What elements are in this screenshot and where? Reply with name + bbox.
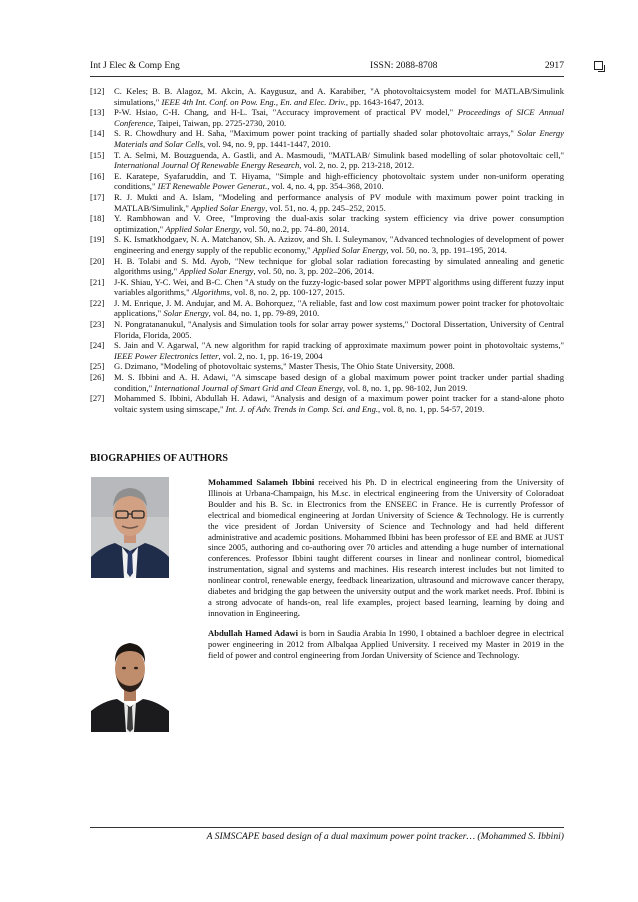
journal-name: Int J Elec & Comp Eng [90, 60, 180, 71]
reference-item: [13] P-W. Hsiao, C-H. Chang, and H-L. Tsai, "Accuracy improvement of practical PV model," Proceedings of SICE Annual Conference, Taipei, Taiwan, pp. 2725-2730, 2010. [90, 107, 564, 128]
author-name: Mohammed Salameh Ibbini [208, 477, 315, 487]
reference-item: [17] R. J. Mukti and A. Islam, "Modeling and performance analysis of PV module with maximum power point tracking in MATLAB/Simulink," Applied Solar Energy, vol. 51, no. 4, pp. 245–252, 2015. [90, 191, 564, 213]
reference-item: [23] N. Pongratananukul, "Analysis and Simulation tools for solar array power systems," Doctoral Dissertation, University of Central Florida, Florida, 2005. [90, 319, 564, 340]
running-footer: A SIMSCAPE based design of a dual maximum power point tracker… (Mohammed S. Ibbini) [206, 831, 564, 842]
reference-item: [22] J. M. Enrique, J. M. Andujar, and M. A. Bohorquez, "A reliable, fast and low cost maximum power point tracker for photovoltaic applications," Solar Energy, vol. 84, no. 1, pp. 79-89, 2010. [90, 297, 564, 319]
author-bio: Mohammed Salameh Ibbini received his Ph. D in electrical engineering from the University of Illinois at Urbana-Champaign, his M.sc. in electrical engineering from the University of Coloradoat Boulder and his B. Sc. in Electronics from the ENSEEC in France. He is currently Professor of electrical and biomedical engineering at Jordan University of Science & Technology. He is currently the vice president of Jordan University of Science and Technology and had held different administrative and academic positions. Mohammed Ibbini has been professor of EE and BME at JUST since 2005, authoring and co-authoring over 70 articles and attending a huge number of international conferences. Professor Ibbini taught different courses in linear and nonlinear control, biomedical instrumentation, signal and systems and machines. His research interest includes but not limited to nonlinear control, renewable energy, feedback linearization, ultrasound and microwave cancer therapy, diabetes and bridging the gap between the university output and the work market needs. Prof. Ibbini is a strong advocate of hands-on, real life examples, project based learning, learning by doing and innovation in Engineering. [208, 477, 564, 618]
reference-item: [19] S. K. Ismatkhodgaev, N. A. Matchanov, Sh. A. Azizov, and Sh. I. Suleymanov, "Advanced technologies of development of power engineering and energy supply of the republic economy," Applied Solar Energy, vol. 50, no. 3, pp. 191–195, 2014. [90, 234, 564, 255]
author-photo [91, 629, 169, 732]
reference-item: [12] C. Keles; B. B. Alagoz, M. Akcin, A. Kaygusuz, and A. Karabiber, "A photovoltaicsystem model for MATLAB/Simulink simulations," IEEE 4th Int. Conf. on Pow. Eng., En. and Elec. Driv., pp. 1643-1647, 2013. [90, 86, 564, 107]
header-rule [90, 76, 564, 77]
author-photo-image [91, 629, 169, 732]
checkbox-square-icon [594, 61, 603, 70]
reference-item: [26] M. S. Ibbini and A. H. Adawi, "A simscape based design of a global maximum power point tracker under partial shading condition," International Journal of Smart Grid and Clean Energy, vol. 8, no. 1, pp. 98-102, Jun 2019. [90, 372, 564, 393]
biographies-heading: BIOGRAPHIES OF AUTHORS [90, 453, 228, 464]
author-photo-image [91, 477, 169, 578]
reference-item: [14] S. R. Chowdhury and H. Saha, "Maximum power point tracking of partially shaded solar photovoltaic arrays," Solar Energy Materials and Solar Cells, vol. 94, no. 9, pp. 1441-1447, 2010. [90, 128, 564, 149]
author-bio: Abdullah Hamed Adawi is born in Saudia Arabia In 1990, I obtained a bachloer degree in electrical power engineering in 2012 from Albalqaa Applied University. I received my Master in 2019 in the field of power and control engineering from Jordan University of Science and Technology. [208, 628, 564, 660]
reference-item: [15] T. A. Selmi, M. Bouzguenda, A. Gastli, and A. Masmoudi, "MATLAB/ Simulink based modelling of solar photovoltaic cell," International Journal Of Renewable Energy Research, vol. 2, no. 2, pp. 213-218, 2012. [90, 149, 564, 171]
reference-item: [27] Mohammed S. Ibbini, Abdullah H. Adawi, "Analysis and design of a maximum power point tracker for a stand-alone photo voltaic system using simscape," Int. J. of Adv. Trends in Comp. Sci. and Eng., vol. 8, no. 1, pp. 54-57, 2019. [90, 393, 564, 414]
references-list [90, 86, 564, 414]
issn: ISSN: 2088-8708 [370, 60, 438, 71]
author-photo [91, 477, 169, 578]
author-name: Abdullah Hamed Adawi [208, 628, 298, 638]
reference-item: [21] J-K. Shiau, Y-C. Wei, and B-C. Chen "A study on the fuzzy-logic-based solar power MPPT algorithms using different fuzzy input variables algorithms," Algorithms, vol. 8, no. 2, pp. 100-127, 2015. [90, 276, 564, 298]
reference-item: [18] Y. Rambhowan and V. Oree, "Improving the dual-axis solar tracking system efficiency via drive power consumption optimization," Applied Solar Energy, vol. 50, no.2, pp. 74–80, 2014. [90, 213, 564, 234]
reference-item: [24] S. Jain and V. Agarwal, "A new algorithm for rapid tracking of approximate maximum power point in photovoltaic systems," IEEE Power Electronics letter, vol. 2, no. 1, pp. 16-19, 2004 [90, 340, 564, 361]
reference-item: [16] E. Karatepe, Syafaruddin, and T. Hiyama, "Simple and high-efficiency photovoltaic system under non-uniform operating conditions," IET Renewable Power Generat., vol. 4, no. 4, pp. 354–368, 2010. [90, 170, 564, 192]
reference-item: [25] G. Dzimano, "Modeling of photovoltaic systems," Master Thesis, The Ohio State University, 2008. [90, 361, 455, 372]
footer-rule [90, 827, 564, 828]
reference-item: [20] H. B. Tolabi and S. Md. Ayob, "New technique for global solar radiation forecasting by simulated annealing and genetic algorithms using," Applied Solar Energy, vol. 50, no. 3, pp. 202–206, 2014. [90, 255, 564, 277]
page-number: 2917 [544, 60, 564, 71]
page-header [90, 60, 564, 76]
